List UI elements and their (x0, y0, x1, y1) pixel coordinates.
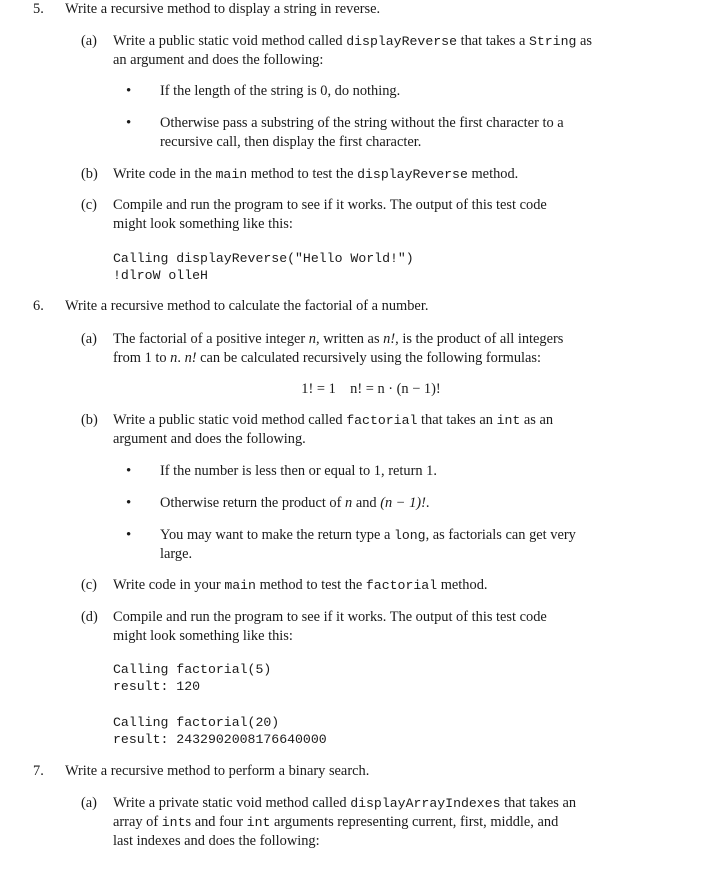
code-term: factorial (365, 578, 438, 593)
code-line: Calling displayReverse("Hello World!") (113, 251, 414, 266)
code-term: int (161, 815, 186, 830)
part-text (113, 794, 658, 851)
code-term: main (224, 578, 256, 593)
text-span: that takes an (500, 795, 577, 811)
part-text (113, 32, 658, 70)
bullet-text (160, 494, 670, 513)
math-term: n! (184, 350, 197, 366)
part-text (113, 165, 658, 184)
bullet-icon: • (126, 495, 132, 511)
text-span: and (352, 495, 381, 511)
text-span: arguments representing current, first, middle, and (270, 814, 559, 830)
math-term: n (170, 350, 178, 366)
text-span: , is the product of all integers (395, 331, 564, 347)
question-text: Write a recursive method to perform a binary search. (65, 763, 370, 779)
part-text (113, 576, 658, 595)
code-term: main (215, 167, 248, 182)
part-label: (a) (81, 331, 97, 347)
q6-code-output-1 (113, 661, 271, 695)
q6-code-output-2 (113, 714, 327, 748)
text-span: Compile and run the program to see if it works. The output of this test code (113, 197, 547, 213)
text-span: Write a public static void method called (113, 412, 347, 428)
text-span: method. (437, 577, 488, 593)
text-span: can be calculated recursively using the following formulas: (196, 350, 542, 366)
math-term: n! (383, 331, 396, 347)
question-text: Write a recursive method to calculate the factorial of a number. (65, 298, 429, 314)
text-span: as an (520, 412, 554, 428)
text-span: that takes an (417, 412, 497, 428)
text-span: as (576, 33, 593, 49)
text-span: might look something like this: (113, 628, 293, 644)
text-span: last indexes and does the following: (113, 833, 320, 849)
bullet-icon: • (126, 83, 132, 99)
question-number: 6. (33, 298, 44, 314)
text-span: might look something like this: (113, 216, 293, 232)
text-span: s and four (185, 814, 247, 830)
code-term: long (393, 528, 426, 543)
code-term: factorial (346, 413, 418, 428)
part-text (113, 196, 658, 234)
text-span: an argument and does the following: (113, 52, 324, 68)
part-text (113, 411, 658, 449)
factorial-formula: 1! = 1 n! = n · (n − 1)! (301, 381, 441, 397)
text-span: The factorial of a positive integer (113, 331, 309, 347)
math-term: n (308, 331, 316, 347)
bullet-icon: • (126, 463, 132, 479)
text-span: Write code in your (113, 577, 225, 593)
text-span: Otherwise return the product of (160, 495, 346, 511)
question-text: Write a recursive method to display a string in reverse. (65, 1, 381, 17)
math-term: (n − 1)! (380, 495, 426, 511)
code-line: !dlroW olleH (113, 268, 208, 283)
text-span: Write code in the (113, 166, 216, 182)
text-span: method to test the (247, 166, 358, 182)
bullet-text (160, 526, 670, 564)
bullet-icon: • (126, 115, 132, 131)
code-line: result: 2432902008176640000 (113, 732, 327, 747)
text-span: Otherwise pass a substring of the string without the first character to a (160, 115, 564, 131)
code-term: displayArrayIndexes (350, 796, 501, 811)
text-span: Write a private static void method called (113, 795, 351, 811)
text-span: , written as (316, 331, 384, 347)
text-span: Compile and run the program to see if it works. The output of this test code (113, 609, 547, 625)
text-span: that takes a (457, 33, 529, 49)
text-span: . (177, 350, 185, 366)
text-span: , as factorials can get very (425, 527, 576, 543)
bullet-icon: • (126, 527, 132, 543)
part-text (113, 330, 658, 368)
code-line: Calling factorial(20) (113, 715, 280, 730)
code-term: int (496, 413, 521, 428)
bullet-text: If the number is less then or equal to 1, return 1. (160, 463, 437, 479)
code-term: displayReverse (357, 167, 468, 182)
part-label: (b) (81, 412, 98, 428)
part-label: (c) (81, 197, 97, 213)
text-span: large. (160, 546, 193, 562)
bullet-text: If the length of the string is 0, do nothing. (160, 83, 401, 99)
part-label: (a) (81, 795, 97, 811)
question-number: 5. (33, 1, 44, 17)
text-span: argument and does the following. (113, 431, 306, 447)
text-span: recursive call, then display the first character. (160, 134, 422, 150)
code-line: result: 120 (113, 679, 201, 694)
text-span: array of (113, 814, 162, 830)
text-span: . (425, 495, 430, 511)
part-label: (b) (81, 166, 98, 182)
text-span: from 1 to (113, 350, 171, 366)
text-span: Write a public static void method called (113, 33, 347, 49)
text-span: You may want to make the return type a (160, 527, 394, 543)
text-span: method to test the (255, 577, 366, 593)
math-term: n (345, 495, 353, 511)
part-label: (a) (81, 33, 97, 49)
text-span: method. (467, 166, 519, 182)
q5-code-output (113, 250, 414, 284)
question-number: 7. (33, 763, 44, 779)
part-label: (d) (81, 609, 98, 625)
part-label: (c) (81, 577, 97, 593)
code-line: Calling factorial(5) (113, 662, 272, 677)
code-term: int (246, 815, 271, 830)
code-term: String (528, 34, 577, 49)
bullet-text (160, 114, 670, 152)
code-term: displayReverse (346, 34, 457, 49)
part-text (113, 608, 658, 646)
